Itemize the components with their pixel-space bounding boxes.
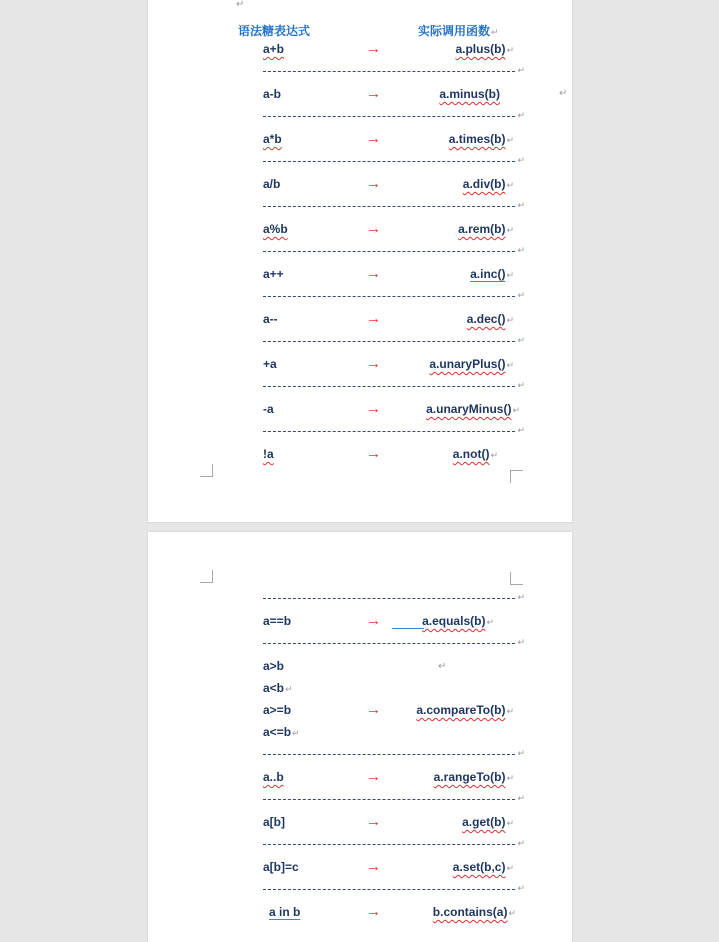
function-text: a.rangeTo(b)↵ <box>433 770 514 784</box>
dashed-separator: ↵ <box>263 754 515 755</box>
expression-text: a<=b↵ <box>263 725 300 739</box>
dashed-separator: ↵ <box>263 889 515 890</box>
page-margin-corner <box>510 572 523 585</box>
arrow-icon: → <box>366 355 381 372</box>
function-text: a.times(b)↵ <box>448 132 514 146</box>
expression-text: a in b <box>269 905 301 919</box>
expression-text: a[b] <box>263 815 285 829</box>
expression-text: a==b <box>263 614 292 628</box>
table-row <box>148 680 572 700</box>
header-function: 实际调用函数↵ <box>418 24 499 38</box>
expression-text: -a <box>263 402 274 416</box>
table-row <box>148 356 572 376</box>
function-text: a.rem(b)↵ <box>458 222 514 236</box>
page-margin-corner <box>200 570 213 583</box>
table-row <box>148 859 572 879</box>
table-row <box>148 613 572 633</box>
page-margin-corner <box>510 470 523 483</box>
arrow-icon: → <box>366 265 381 282</box>
function-text: a.minus(b) <box>439 87 500 101</box>
dashed-separator: ↵ <box>263 643 515 644</box>
function-text: a.unaryMinus()↵ <box>426 402 520 416</box>
expression-text: a-b <box>263 87 281 101</box>
expression-text: +a <box>263 357 277 371</box>
underline-mark <box>392 628 424 629</box>
header-expression: 语法糖表达式 <box>238 24 311 38</box>
table-row <box>148 176 572 196</box>
document-page-1 <box>148 0 572 522</box>
dashed-separator: ↵ <box>263 799 515 800</box>
dashed-separator: ↵ <box>263 206 515 207</box>
paragraph-mark: ↵ <box>438 661 447 672</box>
arrow-icon: → <box>366 85 381 102</box>
document-page-2 <box>148 532 572 942</box>
arrow-icon: → <box>366 612 381 629</box>
function-text: a.inc()↵ <box>470 267 514 281</box>
function-text: a.equals(b)↵ <box>422 614 494 628</box>
arrow-icon: → <box>366 310 381 327</box>
paragraph-mark: ↵ <box>236 0 245 10</box>
expression-text: a%b <box>263 222 288 236</box>
table-row <box>148 86 572 106</box>
dashed-separator: ↵ <box>263 296 515 297</box>
table-row <box>148 41 572 61</box>
paragraph-mark: ↵ <box>559 88 568 99</box>
function-text: a.set(b,c)↵ <box>452 860 514 874</box>
expression-text: !a <box>263 447 274 461</box>
expression-text: a>=b <box>263 703 292 717</box>
table-row <box>148 724 572 744</box>
table-row <box>148 702 572 722</box>
arrow-icon: → <box>366 768 381 785</box>
expression-text: a-- <box>263 312 278 326</box>
expression-text: a+b <box>263 42 285 56</box>
dashed-separator: ↵ <box>263 431 515 432</box>
page-margin-corner <box>200 464 213 477</box>
dashed-separator: ↵ <box>263 251 515 252</box>
expression-text: a<b↵ <box>263 681 293 695</box>
table-row <box>148 904 572 924</box>
function-text: a.get(b)↵ <box>462 815 514 829</box>
expression-text: a++ <box>263 267 284 281</box>
dashed-separator: ↵ <box>263 161 515 162</box>
arrow-icon: → <box>366 175 381 192</box>
table-row <box>148 131 572 151</box>
arrow-icon: → <box>366 220 381 237</box>
table-row <box>148 658 572 678</box>
arrow-icon: → <box>366 903 381 920</box>
arrow-icon: → <box>366 701 381 718</box>
table-row <box>148 221 572 241</box>
arrow-icon: → <box>366 858 381 875</box>
arrow-icon: → <box>366 400 381 417</box>
arrow-icon: → <box>366 40 381 57</box>
function-text: a.compareTo(b)↵ <box>416 703 514 717</box>
dashed-separator: ↵ <box>263 844 515 845</box>
dashed-separator: ↵ <box>263 341 515 342</box>
function-text: a.unaryPlus()↵ <box>429 357 514 371</box>
table-row <box>148 446 572 466</box>
arrow-icon: → <box>366 445 381 462</box>
arrow-icon: → <box>366 813 381 830</box>
table-row <box>148 266 572 286</box>
dashed-separator: ↵ <box>263 598 515 599</box>
function-text: a.not()↵ <box>452 447 498 461</box>
function-text: a.plus(b)↵ <box>455 42 514 56</box>
expression-text: a*b <box>263 132 282 146</box>
arrow-icon: → <box>366 130 381 147</box>
dashed-separator: ↵ <box>263 386 515 387</box>
expression-text: a/b <box>263 177 281 191</box>
expression-text: a[b]=c <box>263 860 299 874</box>
expression-text: a>b <box>263 659 285 673</box>
function-text: a.dec()↵ <box>466 312 514 326</box>
dashed-separator: ↵ <box>263 116 515 117</box>
table-row <box>148 401 572 421</box>
dashed-separator: ↵ <box>263 71 515 72</box>
table-row <box>148 769 572 789</box>
function-text: a.div(b)↵ <box>462 177 514 191</box>
table-row <box>148 814 572 834</box>
expression-text: a..b <box>263 770 284 784</box>
table-row <box>148 311 572 331</box>
function-text: b.contains(a)↵ <box>432 905 516 919</box>
